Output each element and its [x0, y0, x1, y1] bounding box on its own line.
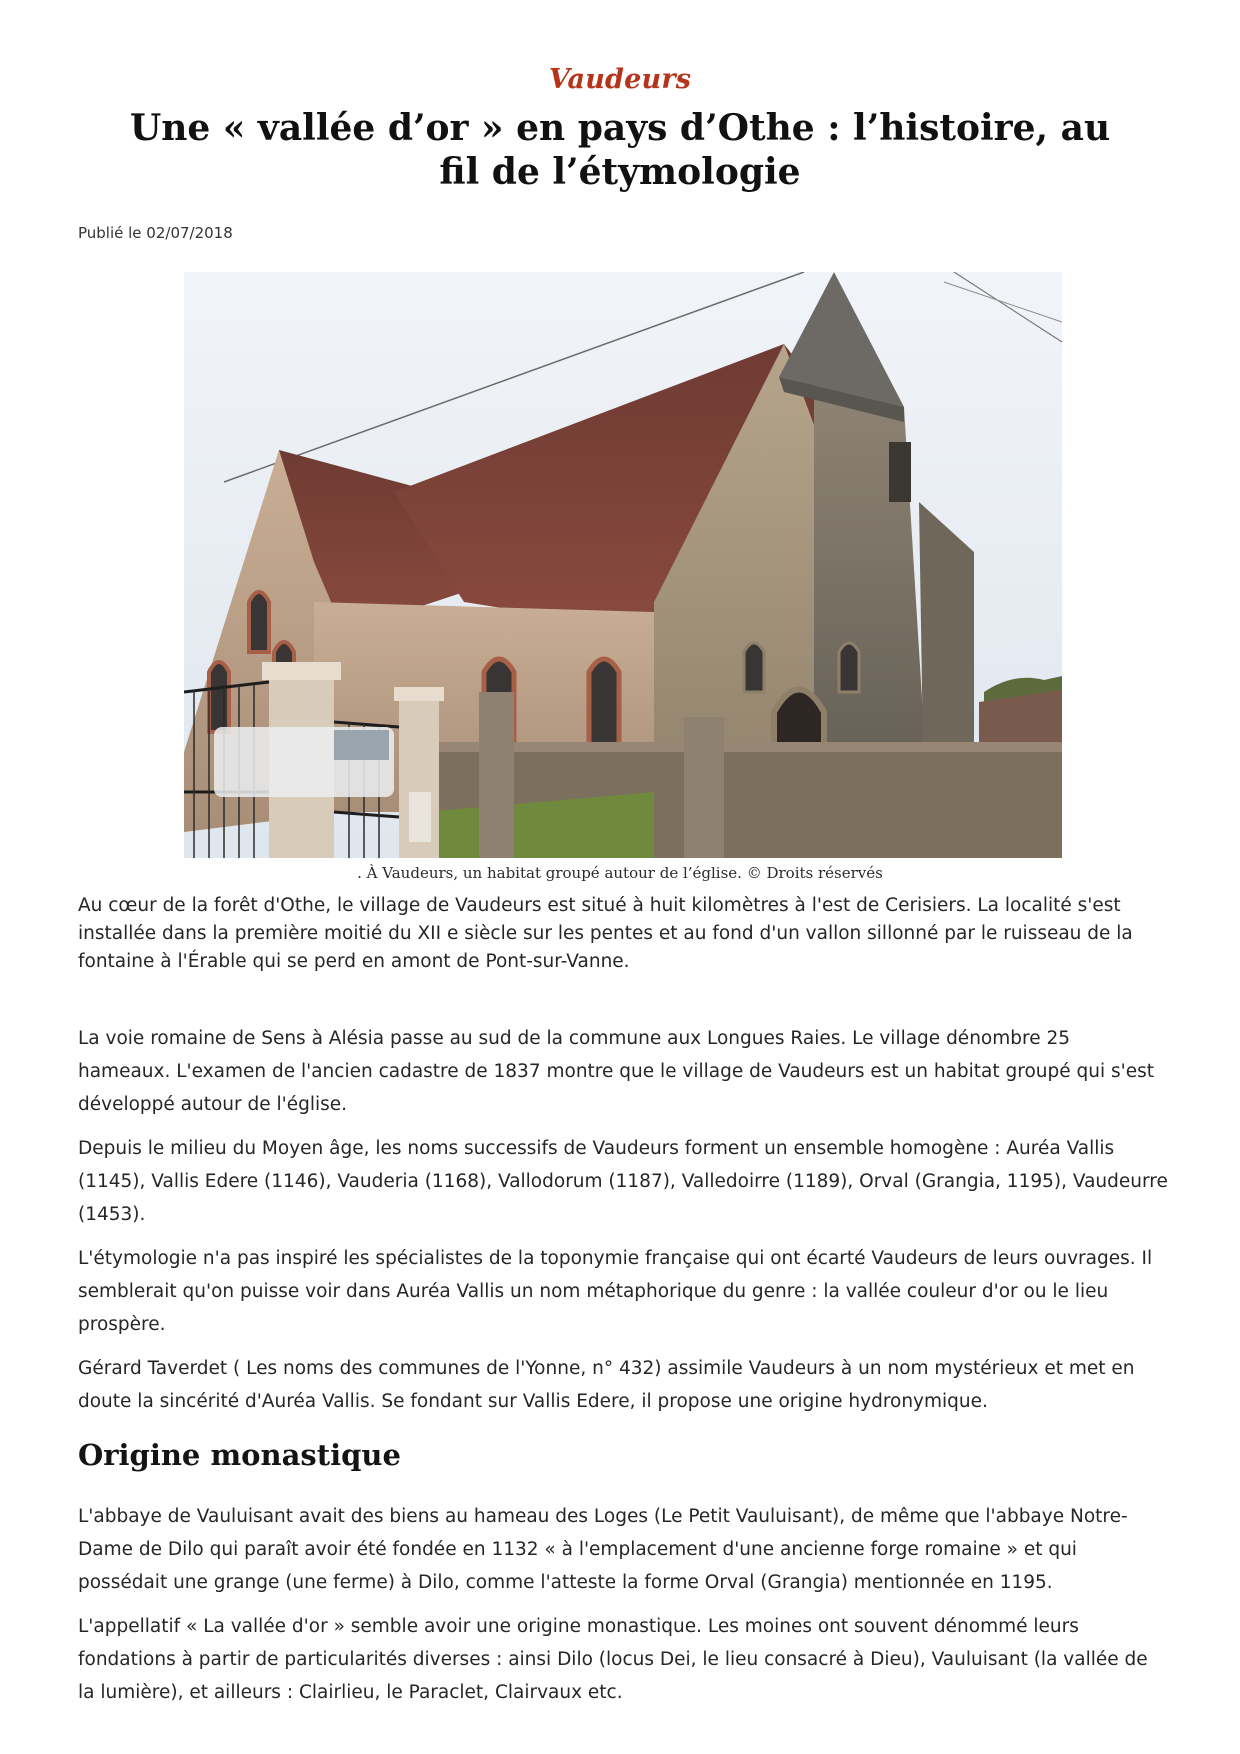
section-paragraph-1: L'abbaye de Vauluisant avait des biens au hameau des Loges (Le Petit Vauluisant), de même que l'abbaye Notre-Dame de Dilo qui paraît avoir été fondée en 1132 « à l'emplacement d'une ancienne forge romaine » et qui possédait une grange (une ferme) à Dilo, comme l'atteste la forme Orval (Grangia) mentionnée en 1195. — [78, 1506, 1128, 1593]
publication-date: Publié le 02/07/2018 — [78, 224, 233, 242]
paragraph-5: Gérard Taverdet ( Les noms des communes de l'Yonne, n° 432) assimile Vaudeurs à un nom mystérieux et met en doute la sincérité d'Auréa Vallis. Se fondant sur Vallis Edere, il propose une origine hydronymique. — [78, 1358, 1135, 1412]
paragraph-4: L'étymologie n'a pas inspiré les spécialistes de la toponymie française qui ont écarté Vaudeurs de leurs ouvrages. Il semblerait qu'on puisse voir dans Auréa Vallis un nom métaphorique du genre : la vallée couleur d'or ou le lieu prospère. — [78, 1248, 1153, 1335]
article-title: Une « vallée d’or » en pays d’Othe : l’histoire, au fil de l’étymologie — [129, 107, 1111, 193]
paragraph-3: Depuis le milieu du Moyen âge, les noms successifs de Vaudeurs forment un ensemble homogène : Auréa Vallis (1145), Vallis Edere (1146), Vauderia (1168), Vallodorum (1187), Valledoirre (1189), Orval (Grangia, 1195), Vaudeurre (1453). — [78, 1138, 1168, 1225]
photo-caption: . À Vaudeurs, un habitat groupé autour de l’église. © Droits réservés — [357, 864, 883, 882]
article-photo — [184, 272, 1062, 858]
church-photo-illustration — [184, 272, 1062, 858]
paragraph-2: La voie romaine de Sens à Alésia passe au sud de la commune aux Longues Raies. Le village dénombre 25 hameaux. L'examen de l'ancien cadastre de 1837 montre que le village de Vaudeurs est un habitat groupé qui s'est développé autour de l'église. — [78, 1028, 1154, 1115]
section-heading: Origine monastique — [78, 1438, 401, 1472]
paragraph-1: Au cœur de la forêt d'Othe, le village de Vaudeurs est situé à huit kilomètres à l'est de Cerisiers. La localité s'est installée dans la première moitié du XII e siècle sur les pentes et au fond d'un vallon sillonné par le ruisseau de la fontaine à l'Érable qui se perd en amont de Pont-sur-Vanne. — [78, 895, 1133, 972]
article-kicker: Vaudeurs — [548, 64, 692, 95]
section-paragraph-2: L'appellatif « La vallée d'or » semble avoir une origine monastique. Les moines ont souvent dénommé leurs fondations à partir de particularités diverses : ainsi Dilo (locus Dei, le lieu consacré à Dieu), Vauluisant (la vallée de la lumière), et ailleurs : Clairlieu, le Paraclet, Clairvaux etc. — [78, 1616, 1148, 1703]
